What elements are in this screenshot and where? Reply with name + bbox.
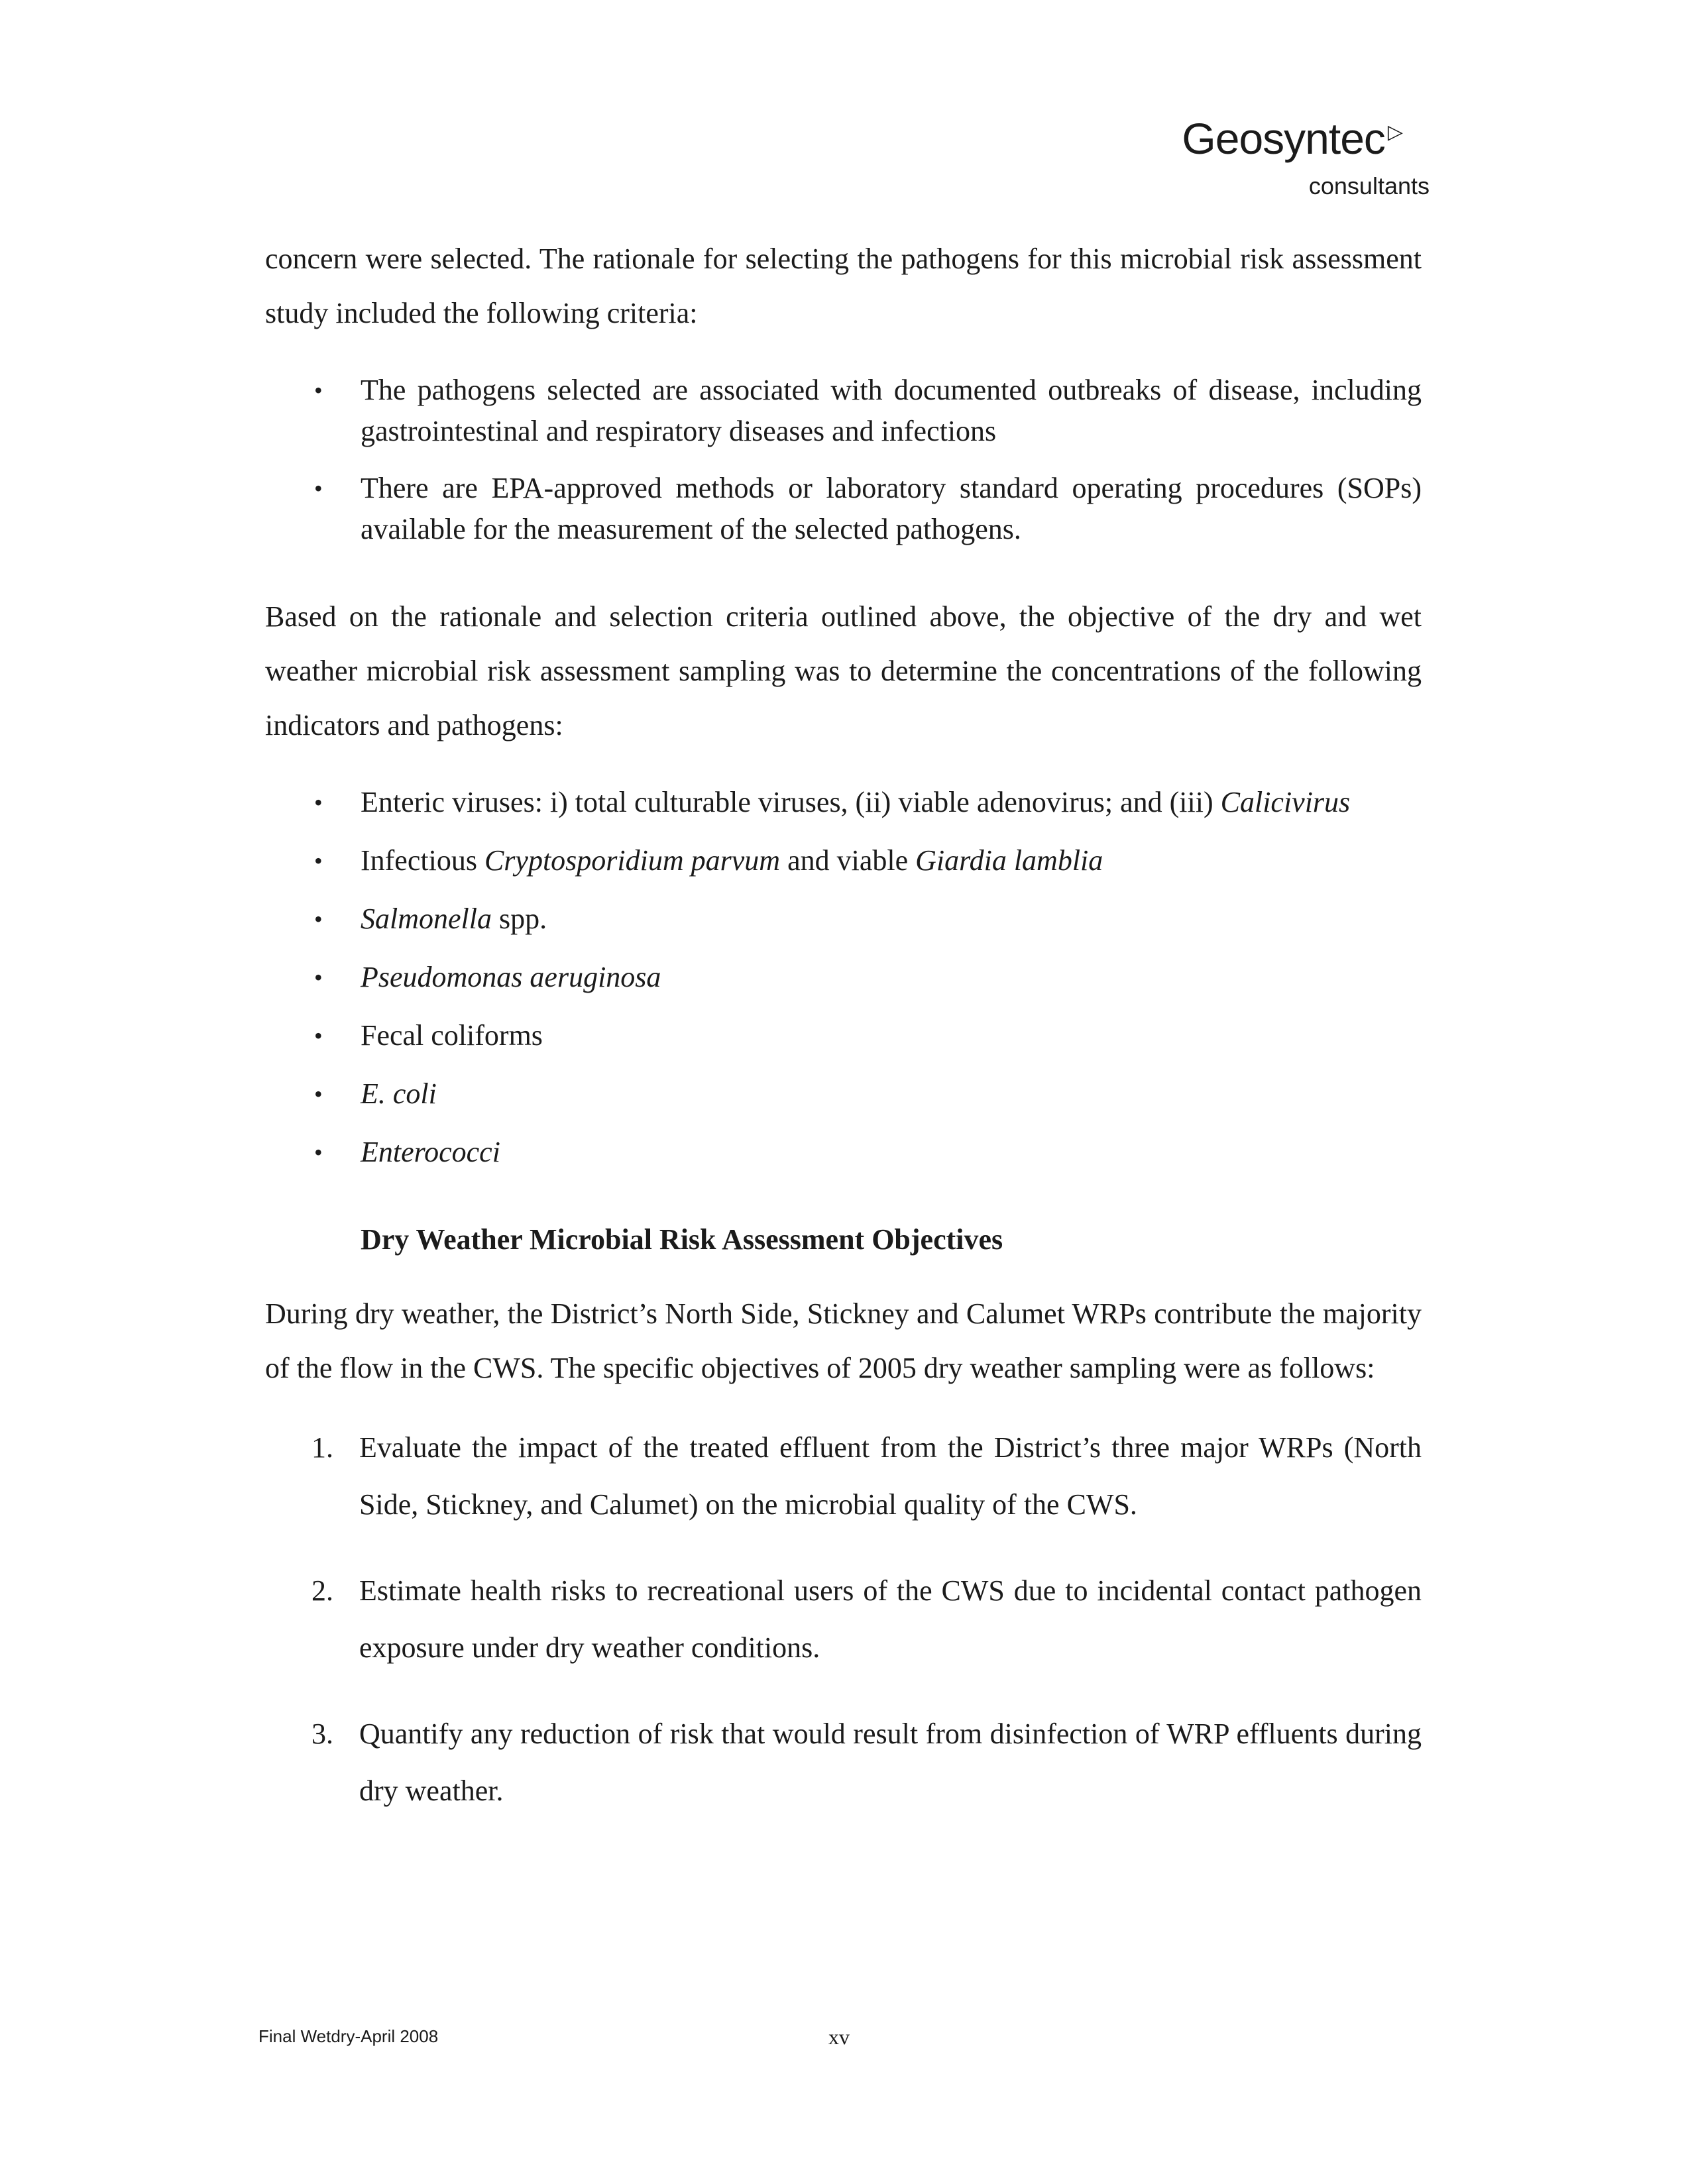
objective-item [265, 1419, 1422, 1533]
intro-paragraph: concern were selected. The rationale for selecting the pathogens for this microbial risk assessment study included the following criteria: [265, 243, 1422, 329]
objective-number: 3. [311, 1718, 333, 1750]
footer-document-id: Final Wetdry-April 2008 [258, 2026, 439, 2046]
criteria-text: There are EPA-approved methods or laboratory standard operating procedures (SOPs) available for the measurement of the selected pathogens. [361, 472, 1422, 545]
organism-italic: Calicivirus [1220, 786, 1351, 818]
bullet-icon: • [314, 847, 323, 874]
objective-intro-paragraph: Based on the rationale and selection criteria outlined above, the objective of the dry and wet weather microbial risk assessment sampling was to determine the concentrations of the following indicators and pathogens: [265, 600, 1422, 741]
criteria-item [265, 370, 1422, 452]
organism-item [265, 899, 1422, 940]
organism-text: spp. [491, 902, 547, 935]
organism-italic: Cryptosporidium parvum [484, 844, 781, 877]
criteria-list [265, 370, 1422, 550]
bullet-icon: • [314, 789, 323, 816]
organism-text: and viable [780, 844, 916, 877]
organism-item [265, 1073, 1422, 1115]
organism-item [265, 957, 1422, 998]
objective-text: Estimate health risks to recreational users of the CWS due to incidental contact pathogen exposure under dry weather conditions. [359, 1574, 1422, 1664]
logo-subtitle: consultants [1308, 172, 1430, 199]
bullet-icon: • [314, 1022, 323, 1049]
page-number: xv [828, 2025, 850, 2049]
organism-italic: Pseudomonas aeruginosa [361, 961, 661, 993]
organism-item [265, 840, 1422, 881]
organism-list [265, 782, 1422, 1173]
bullet-icon: • [314, 906, 323, 932]
organism-italic: Giardia lamblia [915, 844, 1103, 877]
organism-text: Infectious [361, 844, 484, 877]
page-body [265, 232, 1422, 1849]
objective-number: 2. [311, 1574, 333, 1607]
organism-item [265, 782, 1422, 823]
bullet-icon: • [314, 964, 323, 991]
criteria-text: The pathogens selected are associated with documented outbreaks of disease, including gastrointestinal and respiratory diseases and infections [361, 374, 1422, 447]
organism-italic: Salmonella [361, 902, 492, 935]
organism-text: Enteric viruses: i) total culturable viruses, (ii) viable adenovirus; and (iii) [361, 786, 1221, 818]
section-paragraph: During dry weather, the District’s North Side, Stickney and Calumet WRPs contribute the majority of the flow in the CWS. The specific objectives of 2005 dry weather sampling were as follows: [265, 1297, 1422, 1384]
objective-number: 1. [311, 1431, 333, 1464]
objectives-list [265, 1419, 1422, 1820]
organism-text: Fecal coliforms [361, 1019, 543, 1052]
bullet-icon: • [314, 377, 323, 404]
objective-text: Quantify any reduction of risk that would result from disinfection of WRP effluents during dry weather. [359, 1718, 1422, 1807]
organism-italic: Enterococci [361, 1136, 500, 1168]
company-logo [1182, 114, 1430, 200]
objective-item [265, 1706, 1422, 1820]
bullet-icon: • [314, 1081, 323, 1107]
bullet-icon: • [314, 1139, 323, 1166]
organism-item [265, 1132, 1422, 1173]
logo-wordmark: Geosyntec [1182, 114, 1385, 163]
criteria-item [265, 468, 1422, 550]
objective-text: Evaluate the impact of the treated effluent from the District’s three major WRPs (North Side, Stickney, and Calumet) on the microbial quality of the CWS. [359, 1431, 1422, 1521]
objective-item [265, 1562, 1422, 1676]
organism-italic: E. coli [361, 1077, 437, 1110]
logo-triangle-icon: ▷ [1387, 121, 1403, 143]
section-heading: Dry Weather Microbial Risk Assessment Objectives [361, 1223, 1003, 1256]
organism-item [265, 1015, 1422, 1056]
bullet-icon: • [314, 475, 323, 502]
